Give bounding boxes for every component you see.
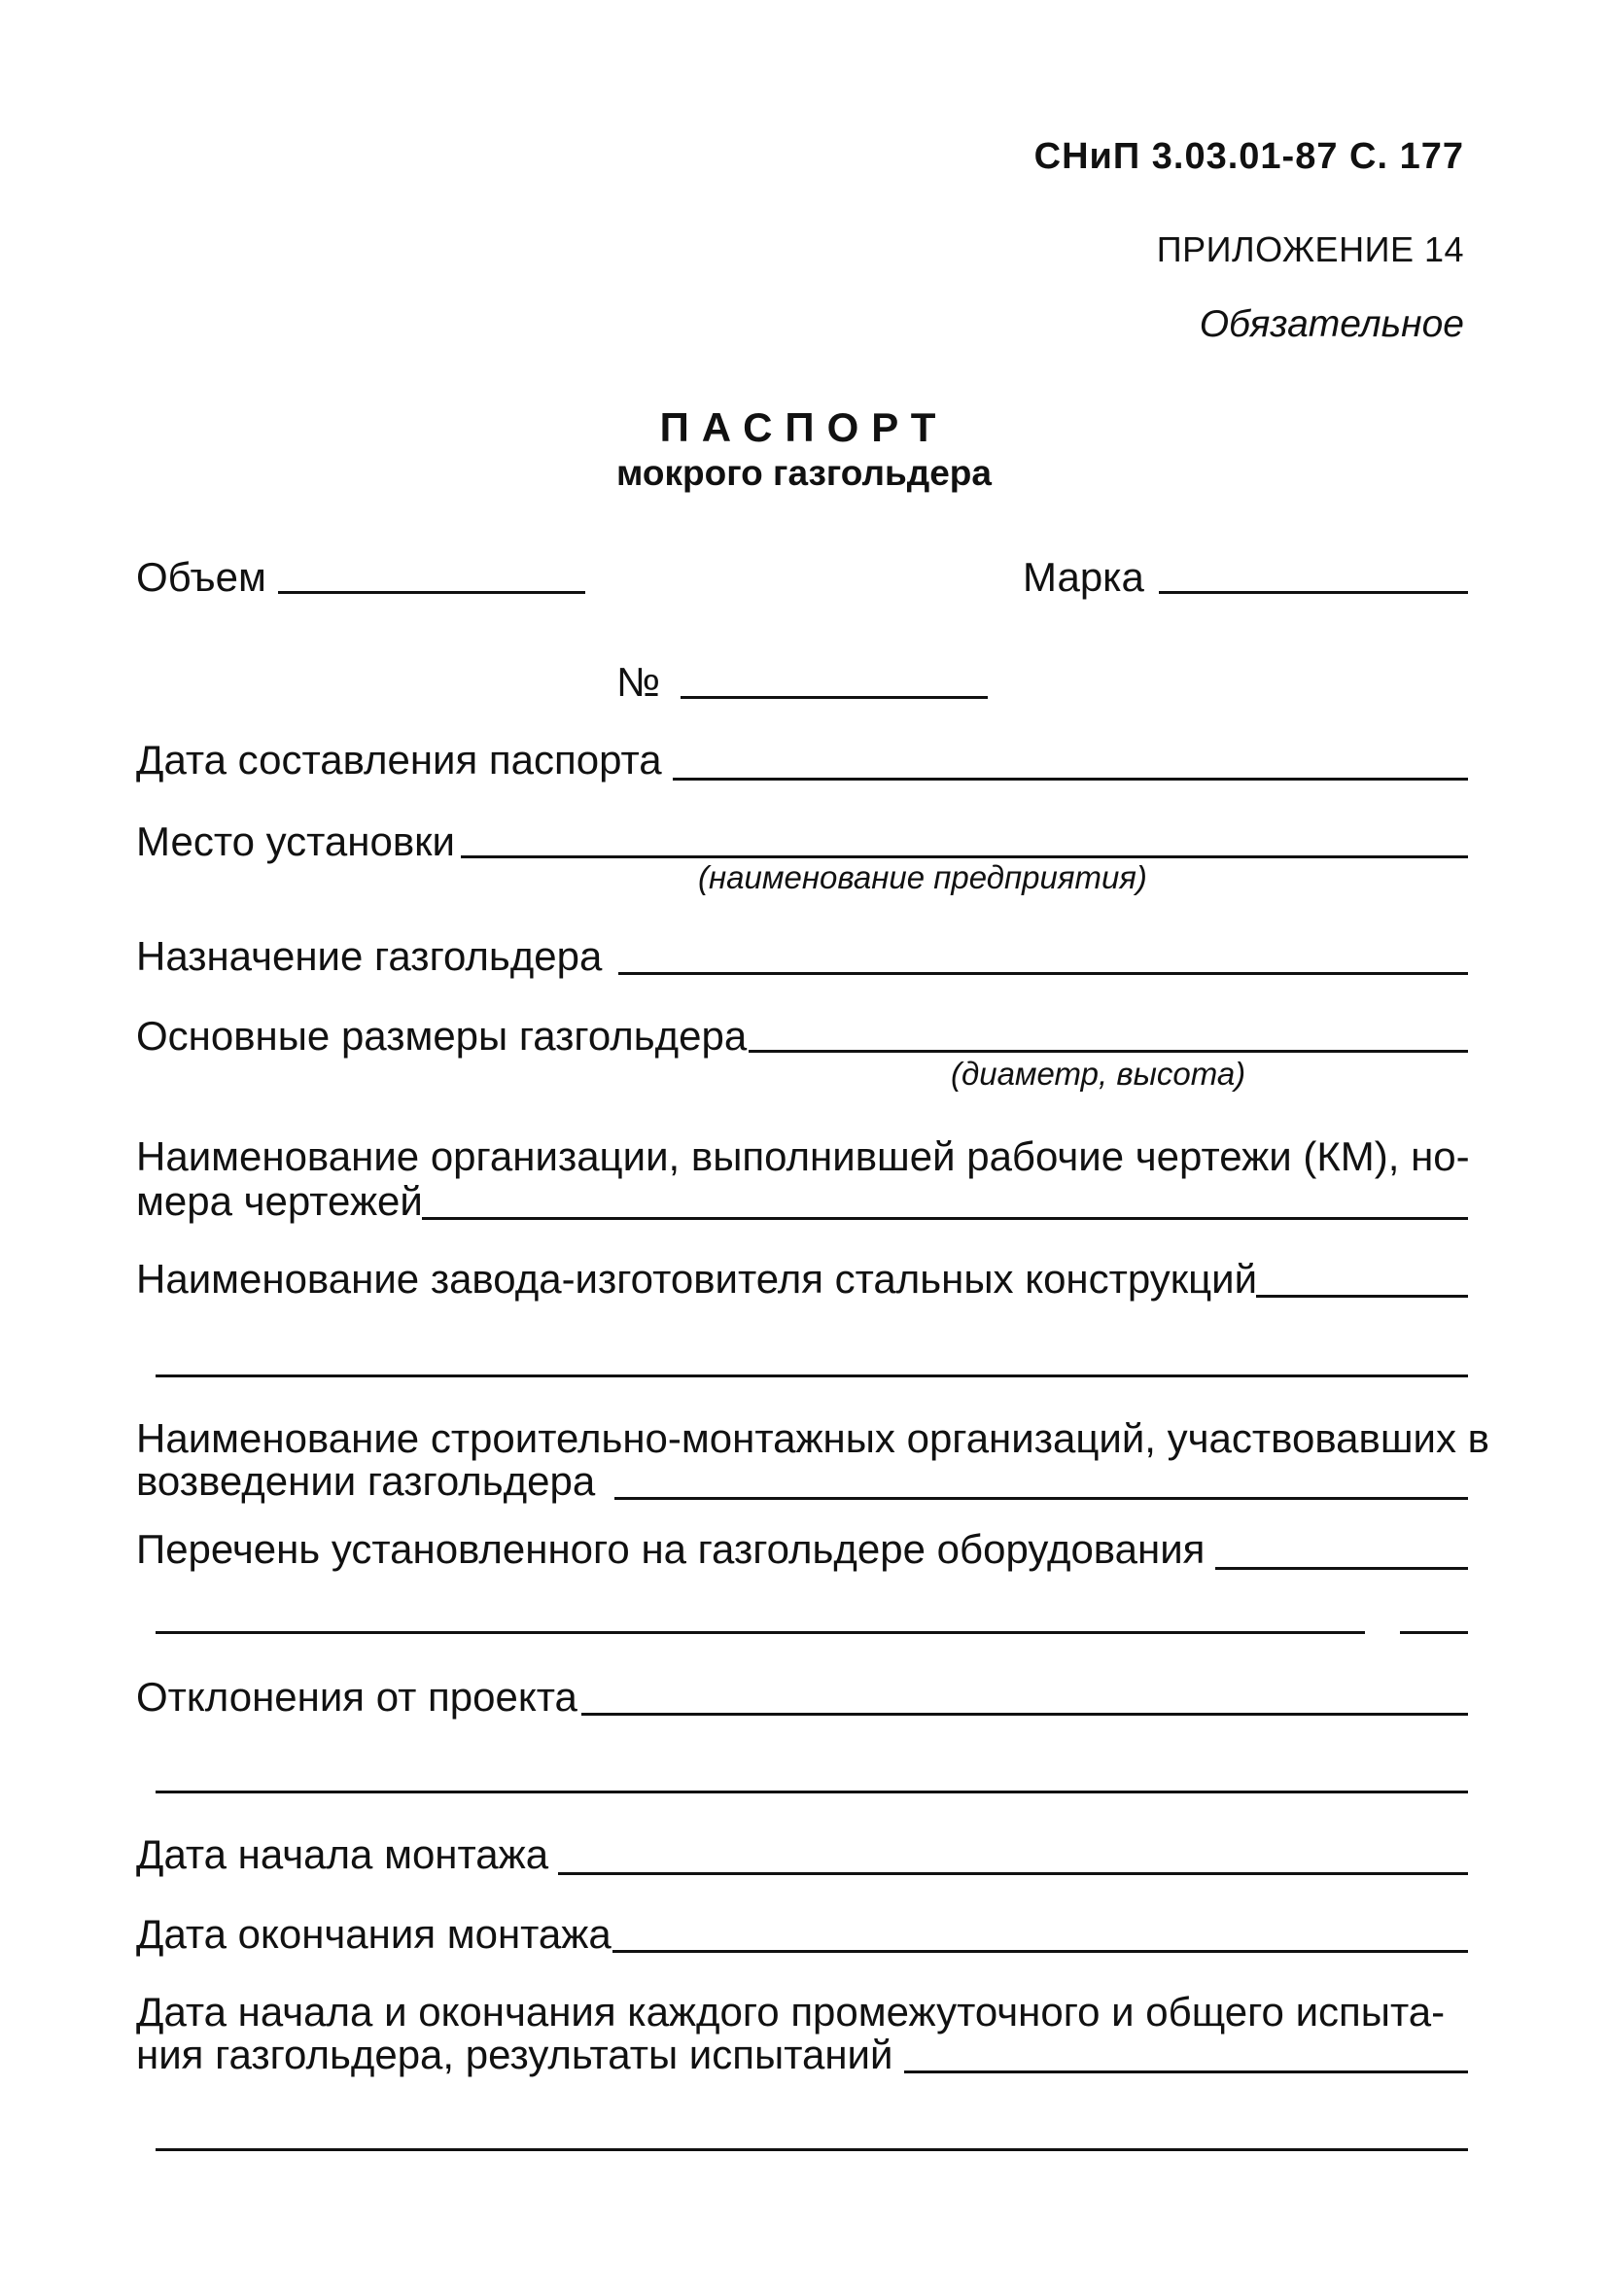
number-field[interactable] (681, 696, 988, 699)
appendix-number: ПРИЛОЖЕНИЕ 14 (1156, 229, 1464, 269)
builders-label-line2: возведении газгольдера (136, 1458, 596, 1504)
tests-field-extra[interactable] (156, 2148, 1468, 2151)
manufacturer-field-extra[interactable] (156, 1374, 1468, 1377)
tests-field[interactable] (904, 2070, 1468, 2073)
appendix-status: Обязательное (1199, 303, 1464, 345)
install-end-field[interactable] (612, 1950, 1468, 1953)
equipment-field[interactable] (1215, 1567, 1468, 1570)
equipment-field-extra[interactable] (156, 1631, 1365, 1634)
location-hint: (наименование предприятия) (698, 859, 1147, 895)
purpose-label: Назначение газгольдера (136, 933, 603, 979)
brand-label: Марка (1023, 554, 1144, 600)
designer-label-line1: Наименование организации, выполнившей рабочие чертежи (КМ), но- (136, 1133, 1470, 1179)
deviations-field-extra[interactable] (156, 1791, 1468, 1793)
deviations-field[interactable] (581, 1713, 1468, 1716)
date-created-label: Дата составления паспорта (136, 737, 662, 783)
dimensions-hint: (диаметр, высота) (951, 1056, 1246, 1092)
document-title: ПАСПОРТ (659, 404, 949, 450)
tests-label-line1: Дата начала и окончания каждого промежуточного и общего испыта- (136, 1989, 1446, 2035)
tests-label-line2: ния газгольдера, результаты испытаний (136, 2032, 893, 2077)
builders-label-line1: Наименование строительно-монтажных организаций, участвовавших в (136, 1415, 1489, 1461)
equipment-field-extra-tail[interactable] (1400, 1631, 1468, 1634)
date-created-field[interactable] (673, 778, 1468, 781)
equipment-label: Перечень установленного на газгольдере оборудования (136, 1526, 1206, 1572)
manufacturer-label: Наименование завода-изготовителя стальных конструкций (136, 1256, 1258, 1302)
brand-field[interactable] (1159, 591, 1468, 594)
dimensions-field[interactable] (749, 1050, 1468, 1053)
document-subtitle: мокрого газгольдера (616, 453, 992, 493)
volume-field[interactable] (278, 591, 585, 594)
manufacturer-field[interactable] (1256, 1295, 1468, 1298)
install-end-label: Дата окончания монтажа (136, 1911, 612, 1957)
location-field[interactable] (461, 855, 1468, 858)
location-label: Место установки (136, 818, 455, 864)
builders-field[interactable] (614, 1497, 1468, 1500)
purpose-field[interactable] (618, 972, 1468, 975)
install-start-field[interactable] (558, 1872, 1468, 1875)
designer-field[interactable] (422, 1217, 1468, 1220)
designer-label-line2: мера чертежей (136, 1178, 423, 1224)
deviations-label: Отклонения от проекта (136, 1674, 577, 1720)
dimensions-label: Основные размеры газгольдера (136, 1013, 748, 1059)
document-code: СНиП 3.03.01-87 С. 177 (1033, 136, 1464, 177)
install-start-label: Дата начала монтажа (136, 1831, 549, 1877)
number-label: № (616, 659, 661, 705)
volume-label: Объем (136, 554, 266, 600)
